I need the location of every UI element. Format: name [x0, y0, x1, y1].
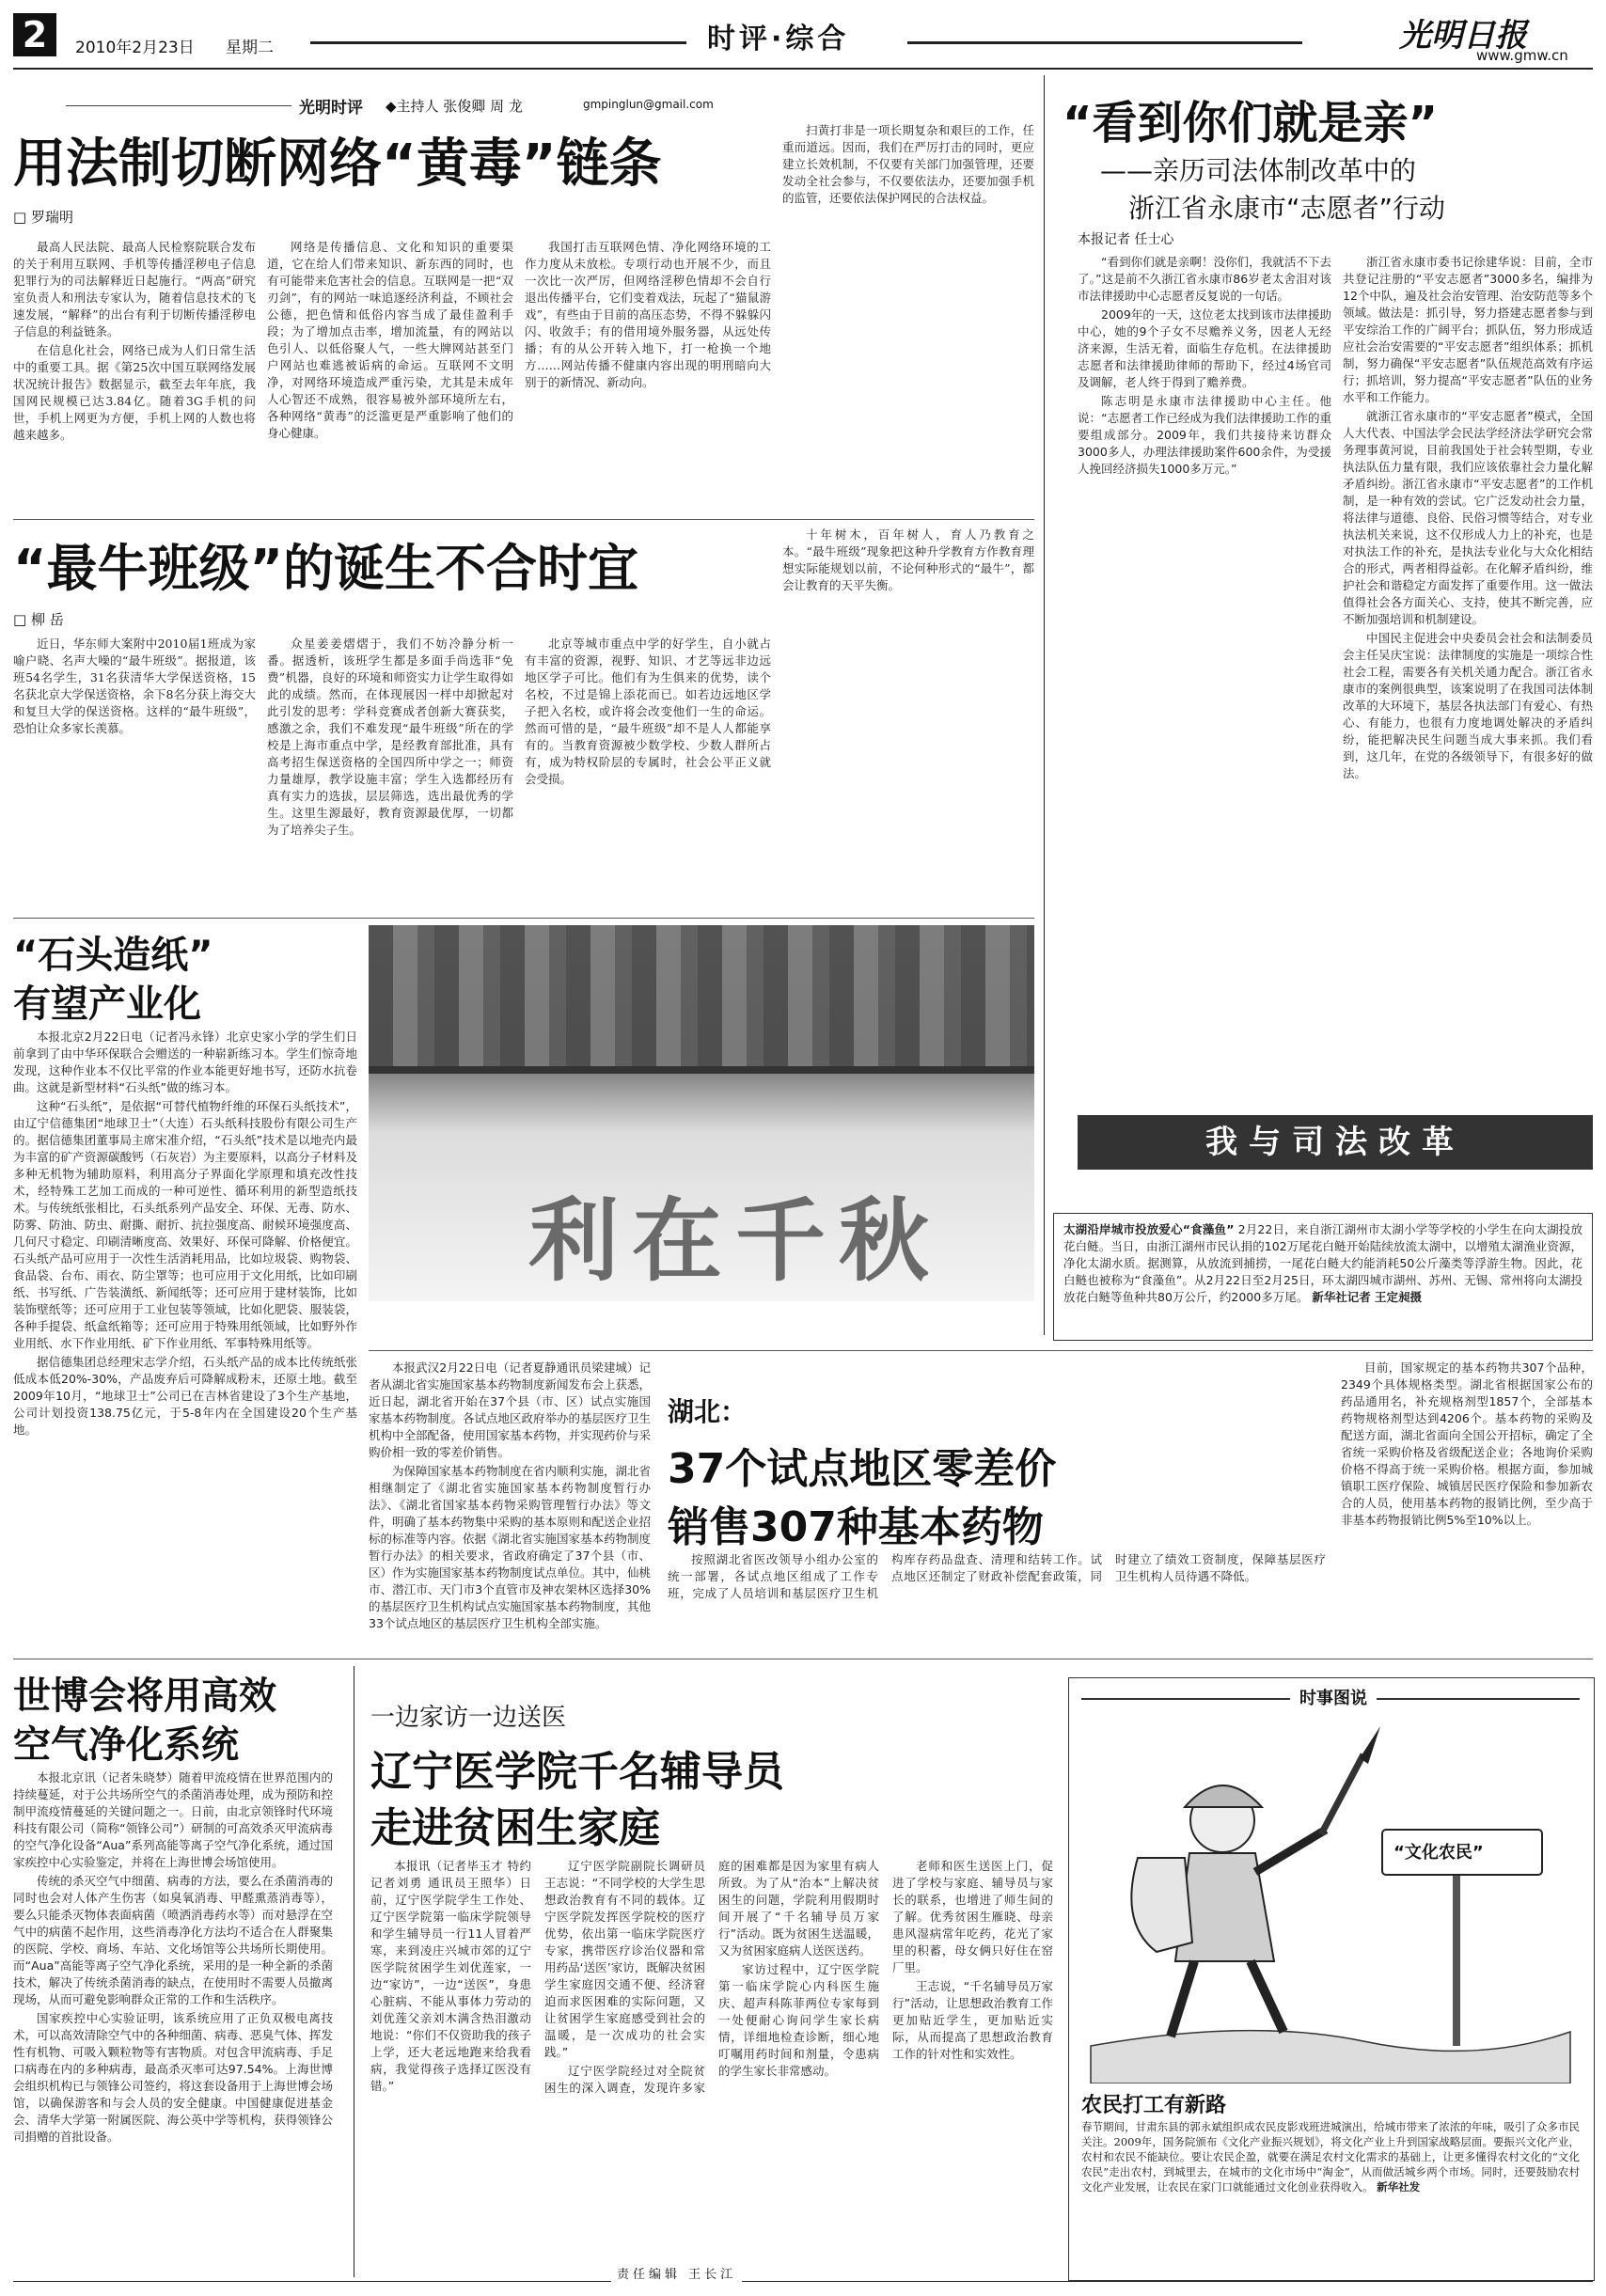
article1-body-col2: [267, 239, 513, 511]
article7-kicker: 一边家访一边送医: [370, 1704, 567, 1732]
cartoon-signpost: [1453, 1848, 1460, 2046]
article3-subtitle-1: ——亲历司法体制改革中的: [1100, 155, 1417, 186]
article1-paragraph: 扫黄打非是一项长期复杂和艰巨的工作，任重而道远。因而，我们在严厉打击的同时，更应建立长效机制，不仅要有关部门加强管理，还要发动全社会参与，不仅要依法办，还要加强手机的监管，还要依法保护网民的合法权益。: [782, 123, 1034, 205]
article5-title-1: 世博会将用高效: [13, 1675, 276, 1718]
article3-paragraph: 2009年的一天，这位老太找到该市法律援助中心，她的9个子女不尽赡养义务，因老人无经济来源，生活无着，面临生存危机。在法律援助志愿者和法律援助律师的帮助下，经过4场官司及调解，老人终于得到了赡养费。: [1078, 307, 1331, 389]
article2-paragraph: 十年树木，百年树人，育人乃教育之本。“最牛班级”现象把这种升学教育方作教育理想实际能规划以前，不论何种形式的“最牛”，都会让教育的天平失衡。: [782, 527, 1034, 592]
article1-paragraph: 网络是传播信息、文化和知识的重要渠道，它在给人们带来知识、新东西的同时，也有可能带来危害社会的信息。互联网是一把“双刃剑”，有的网站一味追逐经济利益，不顾社会公德，把色情和低俗内容当成了最佳盈利手段；为了增加点击率，增加流量，有的网站以色引人、以低俗聚人气，一些大牌网站甚至门户网站也难逃被诟病的命运。互联网不文明净，对网络环境造成严重污染，尤其是未成年人心智还不成熟，很容易被外部环境所左右，各种网络“黄毒”的泛滥更是严重影响了他们的身心健康。: [267, 240, 513, 440]
article7-body: [370, 1858, 1053, 2253]
article6-body-col1: [369, 1360, 651, 1651]
article6-title-2: 销售307种基本药物: [668, 1503, 1044, 1551]
article1-body-col4: [782, 122, 1034, 511]
article4-title-1: “石头造纸”: [13, 934, 213, 977]
article5-title-2: 空气净化系统: [13, 1723, 239, 1767]
column-name: 光明时评: [299, 99, 363, 118]
divider-vertical: [1044, 75, 1045, 1335]
article1-body-col3: [525, 239, 771, 511]
issue-date: 2010年2月23日: [75, 39, 195, 57]
article1-paragraph: 最高人民法院、最高人民检察院联合发布的关于利用互联网、手机等传播淫秽电子信息犯罪行为的司法解释近日起施行。“两高”研究室负责人和刑法专家认为，随着信息技术的飞速发展，“解释”的出台有利于切断传播淫秽电子信息的利益链条。: [13, 240, 256, 338]
article3-author: 本报记者 任士心: [1078, 232, 1174, 247]
article3-paragraph: “看到你们就是亲啊！没你们，我就活不下去了。”这是前不久浙江省永康市86岁老太舍泪对该市法律援助中心志愿者反复说的一句话。: [1078, 255, 1331, 303]
divider: [369, 1350, 1593, 1351]
cartoon-text: [1081, 2119, 1580, 2257]
header-rule-left: [310, 41, 686, 44]
photo-brief-text: 2月22日，来自浙江湖州市太湖小学等学校的小学生在向太湖投放花白鲢。当日，由浙江湖州市民认捐的102万尾花白鲢开始陆续放流太湖中，以增殖太湖渔业资源，净化太湖水质。据测算，从放流到捕捞，一尾花白鲢大约能消耗50公斤藻类等浮游生物。因此，花白鲢也被称为“食藻鱼”。从2月22日至2月25日，环太湖四城市湖州、苏州、无锡、常州将向太湖投放花白鲢等鱼种共80万公斤，约2000多万尾。: [1063, 1222, 1582, 1304]
article6-paragraph: 为保障国家基本药物制度在省内顺利实施，湖北省相继制定了《湖北省实施国家基本药物制度暂行办法》、《湖北省国家基本药物采购管理暂行办法》等文件，明确了基本药物集中采购的基本原则和配送企业招标的标准等内容。依据《湖北省实施国家基本药物制度暂行办法》的相关要求，省政府确定了37个县（市、区）作为实施国家基本药物制度试点单位。其中，仙桃市、潜江市、天门市3个直管市及神农架林区选择30%的基层医疗卫生机构试点实施国家基本药物制度，其他33个试点地区的基层医疗卫生机构全部实施。: [369, 1464, 651, 1630]
site-url[interactable]: www.gmw.cn: [1476, 47, 1568, 64]
article3-body-col2: [1343, 254, 1593, 1109]
article5-body: [13, 1769, 333, 2277]
cartoon-text-body: 春节期间，甘肃东县的郭永斌组织成农民皮影戏班进城演出，给城市带来了浓浓的年味，吸引了众多市民关注。2009年，国务院颁布《文化产业振兴规划》，将文化产业上升到国家战略层面。要振兴文化产业，农村和农民不能缺位。要让农民企盈，就要在满足农村文化需求的基础上，让更多懂得农村文化的“文化农民”走出农村，到城里去，在城市的文化市场中“淘金”，从而做活城乡两个市场。同时，还要鼓励农村文化产业发展，让农民在家门口就能通过文化创业获得收入。: [1081, 2120, 1580, 2194]
article3-kicker: “看到你们就是亲”: [1063, 97, 1439, 149]
article2-body-col3: [525, 636, 771, 908]
article1-author: □ 罗瑞明: [13, 209, 73, 226]
photo-brief: [1063, 1221, 1582, 1332]
article2-body-col2: [267, 636, 513, 908]
article7-title-2: 走进贫困生家庭: [370, 1804, 660, 1852]
article4-paragraph: 本报北京2月22日电（记者冯永锋）北京史家小学的学生们日前拿到了由中华环保联合会赠送的一种崭新练习本。学生们惊奇地发现，这种作业本不仅比平常的作业本能更好地书写，还防水抗卷曲。这就是新型材料“石头纸”做的练习本。: [13, 1030, 357, 1094]
article2-body-col1: [13, 636, 256, 908]
column-header-rule: [66, 105, 291, 106]
header-rule-right: [907, 41, 1302, 44]
divider: [13, 918, 1034, 919]
article1-paragraph: 在信息化社会，网络已成为人们日常生活中的重要工具。据《第25次中国互联网络发展状况统计报告》数据显示，截至去年年底，我国网民规模已达3.84亿。随着3G手机的问世，手机上网更为方便，手机上网的人数也将越来越多。: [13, 343, 256, 442]
section-title: 时评·综合: [707, 23, 850, 55]
cartoon-bag: [1131, 1858, 1192, 1952]
article1-paragraph: 我国打击互联网色情、净化网络环境的工作力度从未放松。专项行动也开展不少，而且一次比一次严厉，但网络淫秽色情却不会自行退出传播平台，它们变着戏法，玩起了“猫鼠游戏”，有些由于目前的高压态势，不得不躲躲闪闪、收敛手；有的借用境外服务器，从远处传播；有的从公开转入地下，打一枪换一个地方……网站传播不健康内容出现的明刑暗向大别于的新情况、新动向。: [525, 240, 771, 389]
article7-paragraph: 老师和医生送医上门，促进了学校与家庭、辅导员与家长的联系，也增进了师生间的了解。优秀贫困生雁晓、母亲患风湿病常年吃药，花光了家里的积蓄，母女俩只好住在窑厂里。: [892, 1859, 1053, 1974]
article3-subtitle-2: 浙江省永康市“志愿者”行动: [1128, 193, 1446, 224]
article7-paragraph: 家访过程中，辽宁医学院第一临床学院心内科医生施庆、超声科陈菲两位专家每到一处便耐心询问学生家长病情，详细地检查诊断，细心地叮嘱用药时间和剂量，令患病的学生家长非常感动。: [718, 1962, 879, 2078]
issue-weekday: 星期二: [226, 39, 274, 57]
photo-railing: [369, 1066, 1034, 1074]
article2-paragraph: 北京等城市重点中学的好学生，自小就占有丰富的资源，视野、知识、才艺等远非边远地区学子可比。他们有为生俱来的优势，读个名校，不过是锦上添花而已。如若边远地区学子把入名校，或许将会改变他们一生的命运。然而可惜的是，“最牛班级”却不是人人都能享有的。当教育资源被少数学校、少数人群所占有，成为特权阶层的专属时，社会公平正义就会受损。: [525, 637, 771, 786]
masthead-logo: 光明日报: [1399, 17, 1527, 55]
photo-brief-credit: 新华社记者 王定昶摄: [1312, 1290, 1423, 1304]
article4-body: [13, 1029, 357, 1630]
article5-paragraph: 国家疾控中心实验证明，该系统应用了正负双极电离技术，可以高效清除空气中的各种细菌、病毒、恶臭气体、挥发性有机物、可吸入颗粒物等有害物质。对包含甲流病毒、手足口病毒在内的多种病毒，最高杀灭率可达97.54%。上海世博会组织机构已与领锋公司签约，将这套设备用于上海世博会场馆，以确保游客和与会人员的安全健康。中国健康促进基金会、清华大学第一附属医院、海公英中学等机构，获得领锋公司捐赠的首批设备。: [13, 2011, 333, 2144]
cartoon-label: 时事图说: [1290, 1685, 1377, 1709]
article5-paragraph: 传统的杀灭空气中细菌、病毒的方法，要么在杀菌消毒的同时也会对人体产生伤害（如臭氧消毒、甲醛熏蒸消毒等），要么只能杀灭物体表面病菌（喷洒消毒药水等）而对悬浮在空气中的病菌不起作用，这些消毒净化方法均不适合在人群聚集的医院、学校、商场、车站、文化场馆等公共场所长期使用。而“Aua”高能等离子空气净化系统，采用的是一种全新的杀菌技术，解决了传统杀菌消毒的缺点，在使用时不需要人员撤离现场，从而可避免影响群众正常的工作和生活秩序。: [13, 1874, 333, 2006]
article6-paragraph: 本报武汉2月22日电（记者夏静通讯员梁建城）记者从湖北省实施国家基本药物制度新闻发布会上获悉，近日起，湖北省开始在37个县（市、区）试点实施国家基本药物制度。各试点地区政府举办的基层医疗卫生机构中全部配备，使用国家基本药物，并实现药价与采购价相一致的零差价销售。: [369, 1360, 651, 1459]
article2-title: “最牛班级”的诞生不合时宜: [13, 539, 638, 598]
article6-body-col2: [668, 1551, 1326, 1651]
article6-paragraph: 按照湖北省医改领导小组办公室的统一部署，各试点地区组成了工作专班，完成了人员培训和基层医疗卫生机构库存药品盘查、清理和结转工作。试点地区还制定了财政补偿配套政策，同时建立了绩效工资制度，保障基层医疗卫生机构人员待遇不降低。: [668, 1552, 1326, 1600]
cartoon-title: 农民打工有新路: [1081, 2094, 1227, 2117]
photo-crowd: [369, 925, 1034, 1066]
article6-title-1: 37个试点地区零差价: [668, 1445, 1057, 1493]
cartoon-ground: [1091, 2031, 1570, 2084]
article7-paragraph: 本报讯（记者毕玉才 特约记者刘勇 通讯员王照华）日前，辽宁医学院学生工作处、辽宁医学院第一临床学院领导和学生辅导员一行11人冒着严寒，来到凌庄兴城市郊的辽宁医学院贫困学生刘优莲家，一边“家访”，一边“送医”，身患心脏病、不能从事体力劳动的刘优莲父亲刘木满含热泪激动地说：“你们不仅资助我的孩子上学，还大老远地跑来给我看病，我觉得孩子选择辽医没有错。”: [370, 1859, 531, 2093]
article4-paragraph: 这种“石头纸”，是依据“可替代植物纤维的环保石头纸技术”，由辽宁信德集团“地球卫士”（大连）石头纸科技股份有限公司生产的。据信德集团董事局主席宋准介绍，“石头纸”技术是以地壳内最为丰富的矿产资源碳酸钙（石灰岩）为主要原料，以高分子材料及多种无机物为辅助原料，利用高分子界面化学原理和填充改性技术，经特殊工艺加工而成的一种可逆性、循环利用的新型造纸技术。与传统纸张相比，石头纸系列产品安全、环保、无毒、防水、防雾、防油、防虫、耐撕、耐折、抗拉强度高、耐候环境强度高、几何尺寸稳定、印刷清晰度高、效果好、环保可降解、价格便宜。石头纸产品可应用于一次性生活消耗用品，比如垃圾袋、购物袋、食品袋、台布、雨衣、防尘罩等；也可应用于文化用纸，比如印刷纸、书写纸、广告装潢纸、新闻纸等；还可应用于建材装饰，比如装饰壁纸等；还可应用于工业包装等领域，比如化肥袋、服装袋，各种手提袋、纸盒纸箱等；还可应用于特殊用纸领域，比如野外作业用纸、水下作业用纸、矿下作业用纸、军事特殊用纸等。: [13, 1099, 357, 1350]
article3-paragraph: 浙江省永康市委书记徐建华说：目前，全市共登记注册的“平安志愿者”3000多名，编排为12个中队，遍及社会治安管理、治安防范等多个领域。做法是：抓引导，努力搭建志愿者参与到平安综治工作的广阔平台；抓队伍，努力形成适应社会治安需要的“平安志愿者”组织体系；抓机制，努力确保“平安志愿者”队伍规范高效有序运行；抓培训，努力提高“平安志愿者”队伍的业务水平和工作能力。: [1343, 255, 1593, 404]
cartoon-pen-tip: [1360, 1726, 1380, 1764]
article5-paragraph: 本报北京讯（记者朱晓梦）随着甲流疫情在世界范围内的持续蔓延，对于公共场所空气的杀菌消毒处理，成为预防和控制甲流疫情蔓延的关键问题之一。日前，由北京领锋时代环境科技有限公司（简称“领锋公司”）研制的可高效杀灭甲流病毒的空气净化设备“Aua”系列高能等离子空气净化系统，通过国家疾控中心实验鉴定，并将在上海世博会场馆使用。: [13, 1770, 333, 1869]
header-underline: [13, 68, 1593, 70]
judicial-reform-banner: 我与司法改革: [1078, 1115, 1593, 1170]
page-number: 2: [13, 13, 56, 56]
article2-body-col4: [782, 527, 1034, 908]
article4-paragraph: 据信德集团总经理宋志学介绍，石头纸产品的成本比传统纸张低成本低20%-30%，产品废弃后可降解成粉末，还原土地。截至2009年10月，“地球卫士”公司已在吉林省建设了3个生产基地，公司计划投资138.75亿元，于5-8年内在全国建设20个生产基地。: [13, 1355, 357, 1437]
divider: [13, 519, 1034, 520]
cartoon-credit: 新华社发: [1377, 2180, 1421, 2194]
article7-paragraph: 辽宁医学院副院长调研员王志说：“不同学校的大学生思想政治教育有不同的载体。辽宁医学院发挥医学院校的医疗优势，依出第一临床学院医疗专家，携带医疗诊治仪器和常用药品‘送医’家访，既解决贫困学生家庭因交通不便、经济窘迫而求医困难的实际问题，又让贫困学生家庭感受到社会的温暖，是一次成功的社会实践。”: [544, 1859, 705, 2059]
column-email[interactable]: gmpinglun@gmail.com: [583, 98, 714, 111]
footer-rule: [13, 2281, 1593, 2282]
article3-paragraph: 陈志明是永康市法律援助中心主任。他说：“志愿者工作已经成为我们法律援助工作的重要组成部分。2009年，我们共接待来访群众3000多人，办理法律援助案件600余件，为受援人挽回经济损失1000多万元。”: [1078, 394, 1331, 476]
article2-paragraph: 众星姜姜熠熠于，我们不妨冷静分析一番。据透析，该班学生都是多面手尚选菲“免费”机器，良好的环境和师资实力让学生取得如此的成绩。然而，在体现展因一样中却掀起对此引发的思考：学科竞赛成者创新大赛获奖，感激之余，我们不难发现“最牛班级”所在的学校是上海市重点中学，是经教育部批准，具有高考招生保送资格的全国四所中学之一；师资力量雄厚，教学设施丰富；学生入选都经历有真有实力的选拔，层层筛选，选出最优秀的学生。这里生源最好，教育资源最优厚，一切都为了培养尖子生。: [267, 637, 513, 837]
article3-paragraph: 中国民主促进会中央委员会社会和法制委员会主任吴庆宝说：法律制度的实施是一项综合性社会工程，需要各有关机关通力配合。浙江省永康市的案例很典型，该案说明了在我国司法体制改革的大环境下，基层各执法部门有爱心、有热心、有能力，也很有力度地调处解决的矛盾纠纷，能把解决民生问题当成大事来抓。我们看到，这几年，在党的各级领导下，有很多好的做法。: [1343, 631, 1593, 780]
cartoon-pen: [1321, 1754, 1363, 1834]
cartoon-illustration: [1081, 1717, 1580, 2084]
column-host: ◆主持人 张俊卿 周 龙: [386, 98, 523, 115]
photo-brief-box: [1053, 1213, 1593, 1341]
news-photo-fish-release: [369, 925, 1034, 1301]
photo-brief-title: 太湖沿岸城市投放爱心“食藻鱼”: [1063, 1222, 1235, 1236]
article1-title: 用法制切断网络“黄毒”链条: [13, 134, 662, 195]
article1-body-col1: [13, 239, 256, 511]
cartoon-farmer-hat: [1185, 1785, 1262, 1807]
article3-body-col1: [1078, 254, 1331, 1109]
cartoon-farmer-legs: [1171, 1961, 1283, 2037]
article2-paragraph: 近日，华东师大案附中2010届1班成为家喻户晓、名声大噪的“最牛班级”。据报道，该班54名学生，31名获清华大学保送资格，15名获北京大学保送资格，余下8名分获上海交大和复旦大学的保送资格。这样的“最牛班级”，恐怕让众多家长羡慕。: [13, 637, 256, 735]
article7-paragraph: 王志说，“千名辅导员万家行”活动，让思想政治教育工作更加贴近学生，更加贴近实际，从而提高了思想政治教育工作的针对性和实效性。: [892, 1979, 1053, 2061]
article6-paragraph: 目前，国家规定的基本药物共307个品种，2349个具体规格类型。湖北省根据国家公布的药品通用名，补充规格剂型1857个，全部基本药物规格剂型达到4206个。基本药物的采购及配送方面，湖北省面向全国公开招标，确定了全省统一采购价格及省级配送企业；各地询价采购价格不得高于统一采购价格。根据方面，参加城镇职工医疗保险、城镇居民医疗保险和参加新农合的人员，使用基本药物的报销比例，至少高于非基本药物报销比例5%至10%以上。: [1341, 1360, 1593, 1527]
article7-paragraph: 辽宁医学院经过对全院贫困生的深入调查，发现许多家庭的困难都是因为家里有病人所致。为了从“治本”上解决贫困生的问题，学院利用假期时间开展了“千名辅导员万家行”活动。既为贫困生送温暖，又为贫困家庭病人送医送药。: [544, 1859, 879, 2095]
article2-author: □ 柳 岳: [13, 611, 64, 628]
cartoon-sign-text: “文化农民”: [1393, 1843, 1484, 1863]
article7-title-1: 辽宁医学院千名辅导员: [370, 1748, 784, 1796]
article3-paragraph: 就浙江省永康市的“平安志愿者”模式，全国人大代表、中国法学会民法学经济法学研究会常务理事黄河说，目前我国处于社会转型期，专业执法队伍力量有限，我们应该依靠社会力量化解矛盾纠纷。浙江省永康市“平安志愿者”的工作机制，是一种有效的尝试。它广泛发动社会力量，将法律与道德、良俗、民俗习惯等结合，对专业执法机关来说，这不仅形成人力上的补充，也是对执法工作的补充，是执法专业化与大众化相结合的形式，两者相得益彰。在化解矛盾纠纷，维护社会和谐稳定方面发挥了重要作用。这一做法值得社会各方面关心、支持，使其不断完善，应不断加强培训和机制建设。: [1343, 409, 1593, 626]
article6-body-col3: [1341, 1360, 1593, 1651]
article6-kicker: 湖北：: [668, 1396, 748, 1427]
photo-caption-overlay: 利在千秋: [528, 1188, 942, 1294]
article4-title-2: 有望产业化: [13, 983, 201, 1026]
cartoon-farmer-arm: [1255, 1830, 1326, 1872]
footer-editor: 责任编辑 王长江: [611, 2264, 742, 2282]
